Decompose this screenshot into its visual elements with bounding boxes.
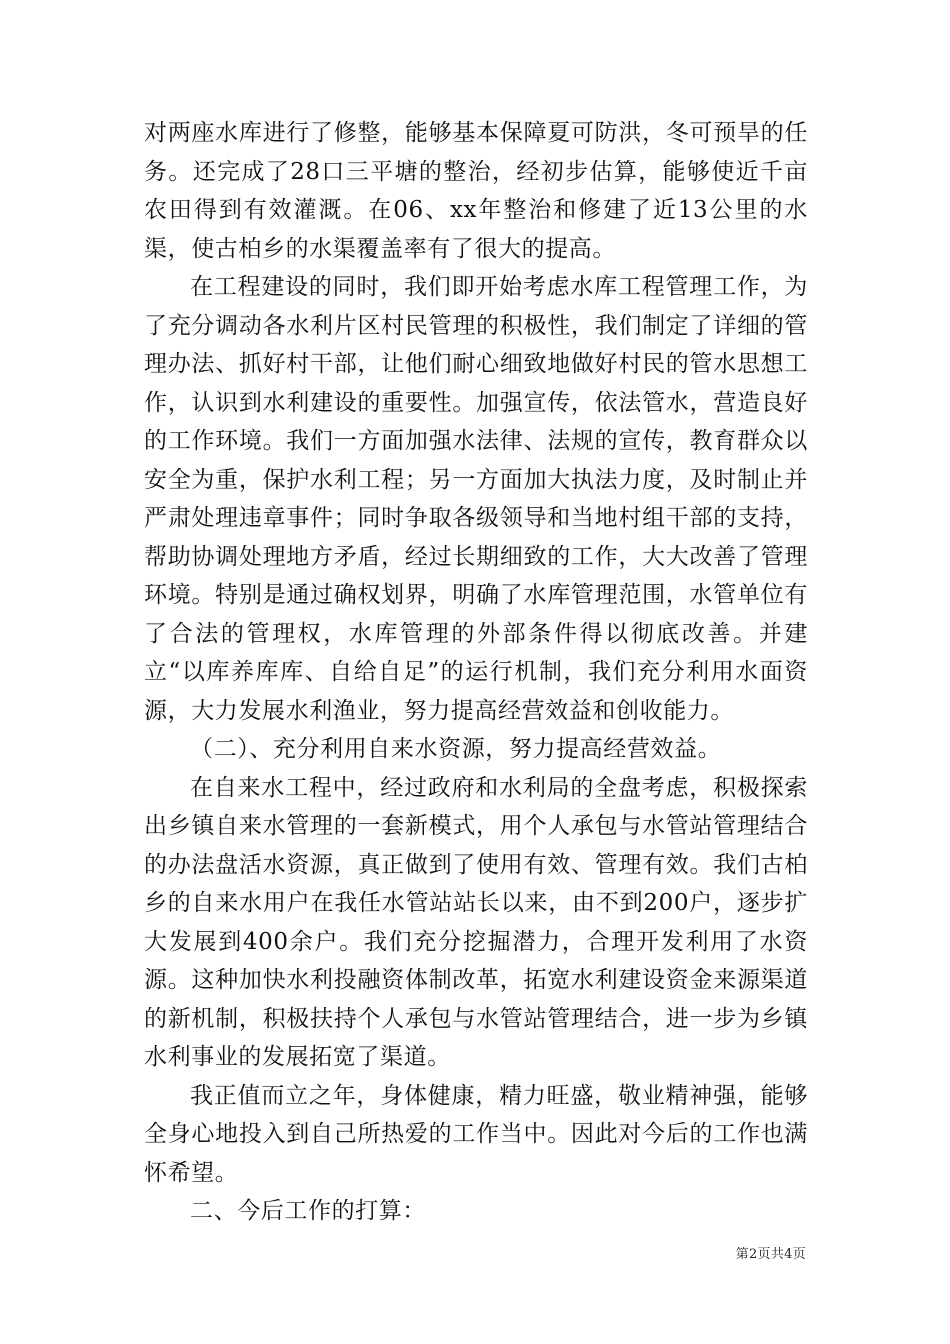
document-body	[144, 114, 808, 1231]
section-heading-2: （二）、充分利用自来水资源，努力提高经营效益。	[190, 736, 722, 762]
paragraph-1: 对两座水库进行了修整，能够基本保障夏可防洪，冬可预旱的任务。还完成了28口三平塘的整治，经初步估算，能够使近千亩农田得到有效灌溉。在06、xx年整治和修建了近13公里的水渠，使古柏乡的水渠覆盖率有了很大的提高。	[144, 120, 808, 262]
page-number: 第2页共4页	[735, 1247, 806, 1262]
paragraph-4: 我正值而立之年，身体健康，精力旺盛，敬业精神强，能够全身心地投入到自己所热爱的工作当中。因此对今后的工作也满怀希望。	[144, 1082, 808, 1186]
section-heading-future-plans: 二、今后工作的打算：	[190, 1198, 426, 1224]
paragraph-2: 在工程建设的同时，我们即开始考虑水库工程管理工作，为了充分调动各水利片区村民管理的积极性，我们制定了详细的管理办法、抓好村干部，让他们耐心细致地做好村民的管水思想工作，认识到水利建设的重要性。加强宣传，依法管水，营造良好的工作环境。我们一方面加强水法律、法规的宣传，教育群众以安全为重，保护水利工程；另一方面加大执法力度，及时制止并严肃处理违章事件；同时争取各级领导和当地村组干部的支持，帮助协调处理地方矛盾，经过长期细致的工作，大大改善了管理环境。特别是通过确权划界，明确了水库管理范围，水管单位有了合法的管理权，水库管理的外部条件得以彻底改善。并建立“以库养库库、自给自足”的运行机制，我们充分利用水面资源，大力发展水利渔业，努力提高经营效益和创收能力。	[144, 274, 808, 724]
paragraph-3: 在自来水工程中，经过政府和水利局的全盘考虑，积极探索出乡镇自来水管理的一套新模式，用个人承包与水管站管理结合的办法盘活水资源，真正做到了使用有效、管理有效。我们古柏乡的自来水用户在我任水管站站长以来，由不到200户，逐步扩大发展到400余户。我们充分挖掘潜力，合理开发利用了水资源。这种加快水利投融资体制改革，拓宽水利建设资金来源渠道的新机制，积极扶持个人承包与水管站管理结合，进一步为乡镇水利事业的发展拓宽了渠道。	[144, 774, 808, 1070]
